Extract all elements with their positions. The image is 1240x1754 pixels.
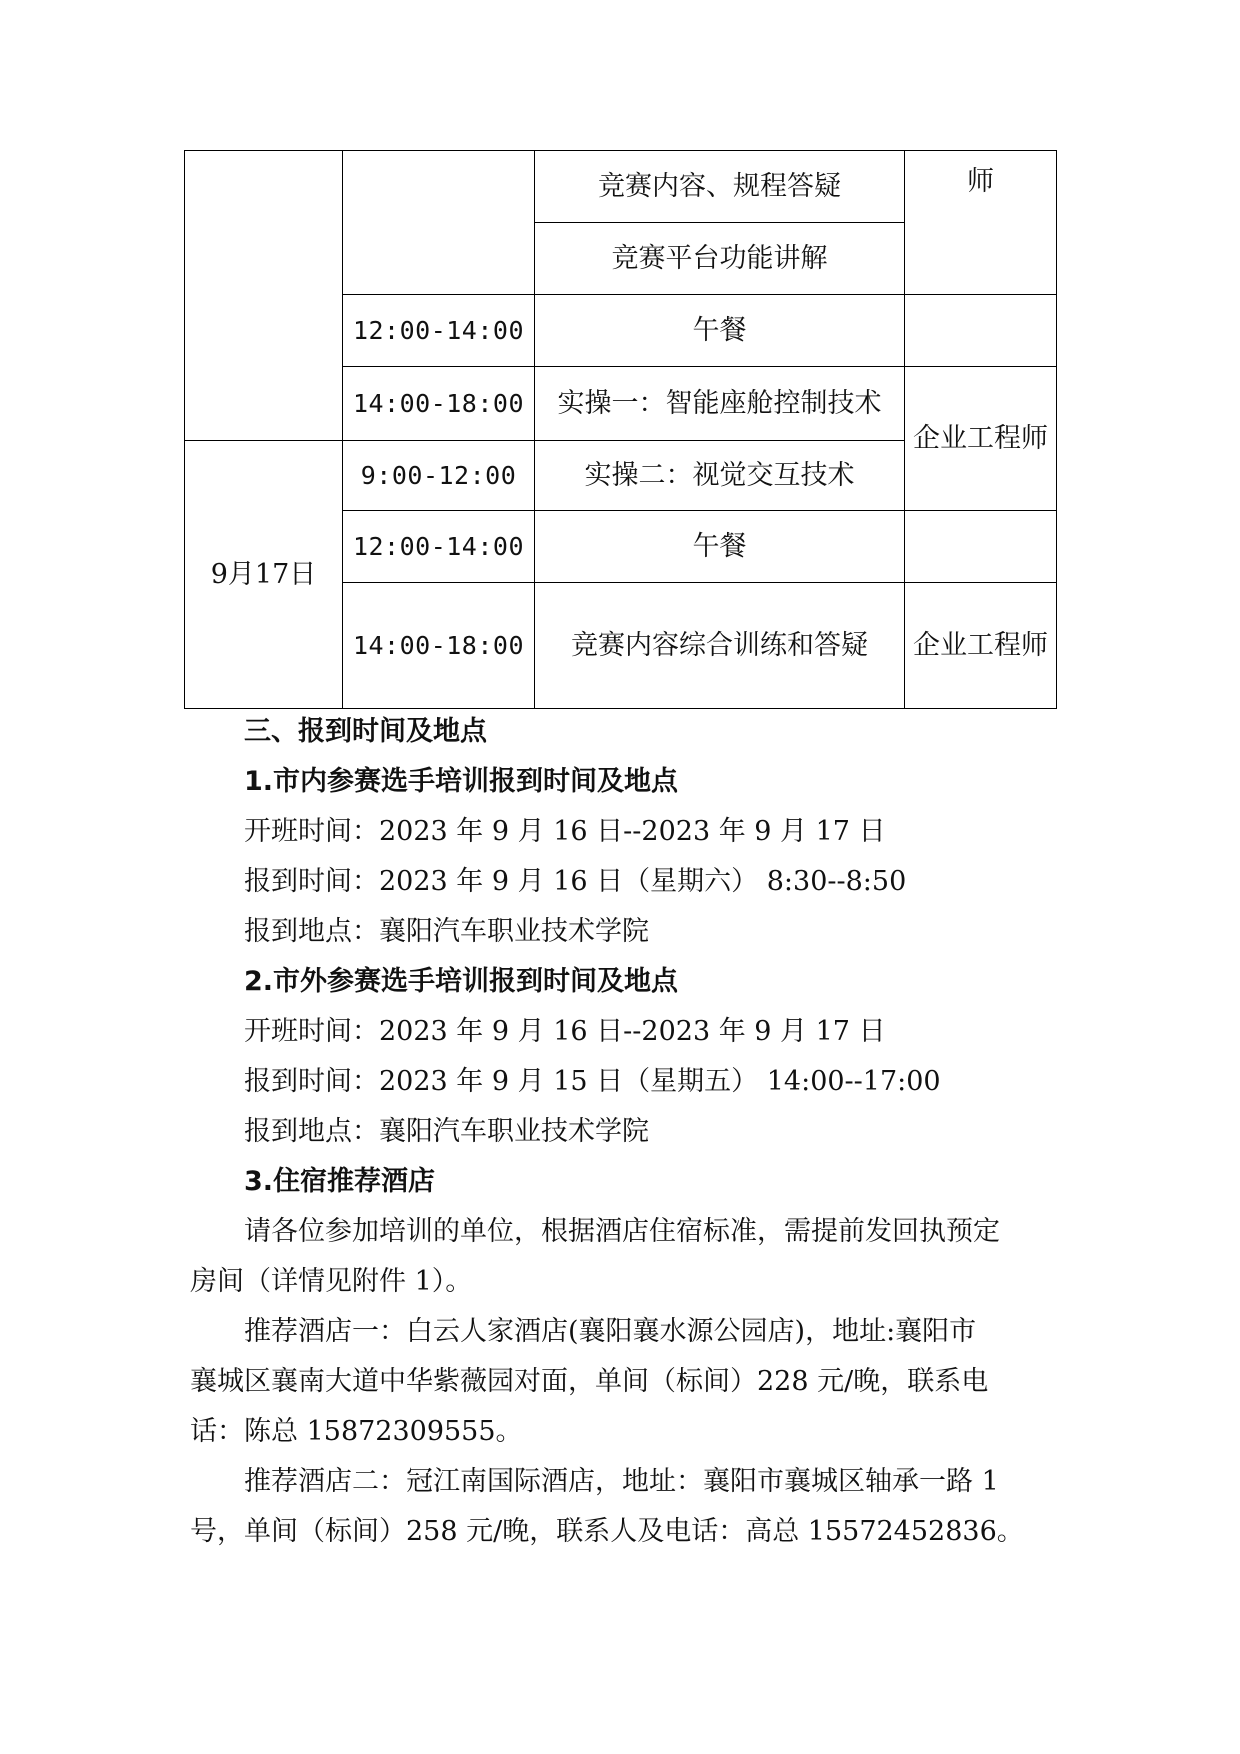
subsection-heading: 2.市外参赛选手培训报到时间及地点	[244, 966, 679, 997]
content-cell: 午餐	[535, 295, 905, 367]
content-cell: 竞赛平台功能讲解	[535, 223, 905, 295]
content-cell: 实操二：视觉交互技术	[535, 441, 905, 511]
hotel-1-line: 襄城区襄南大道中华紫薇园对面，单间（标间）228 元/晚，联系电	[190, 1366, 989, 1397]
checkin-time: 报到时间：2023 年 9 月 15 日（星期五） 14:00--17:00	[244, 1066, 941, 1097]
time-cell: 9:00-12:00	[343, 441, 535, 511]
content-cell: 竞赛内容、规程答疑	[535, 151, 905, 223]
content-cell: 竞赛内容综合训练和答疑	[535, 583, 905, 709]
date-cell: 9月17日	[185, 441, 343, 709]
subsection-heading: 1.市内参赛选手培训报到时间及地点	[244, 766, 679, 797]
content-cell: 实操一：智能座舱控制技术	[535, 367, 905, 441]
training-schedule-table	[184, 150, 1057, 709]
hotel-1-line: 推荐酒店一：白云人家酒店(襄阳襄水源公园店)，地址:襄阳市	[244, 1316, 977, 1347]
instructor-cell: 企业工程师	[905, 367, 1057, 511]
time-cell: 14:00-18:00	[343, 367, 535, 441]
hotel-2-line: 号，单间（标间）258 元/晚，联系人及电话：高总 15572452836。	[190, 1516, 1024, 1547]
time-cell: 14:00-18:00	[343, 583, 535, 709]
subsection-heading: 3.住宿推荐酒店	[244, 1166, 436, 1197]
date-cell-continued	[185, 151, 343, 441]
table-row	[185, 151, 1057, 223]
time-cell	[343, 151, 535, 295]
training-period: 开班时间：2023 年 9 月 16 日--2023 年 9 月 17 日	[244, 1016, 886, 1047]
instructor-cell	[905, 511, 1057, 583]
paragraph-line: 房间（详情见附件 1）。	[190, 1266, 473, 1297]
time-cell: 12:00-14:00	[343, 295, 535, 367]
training-period: 开班时间：2023 年 9 月 16 日--2023 年 9 月 17 日	[244, 816, 886, 847]
time-cell: 12:00-14:00	[343, 511, 535, 583]
instructor-cell: 师	[905, 151, 1057, 295]
content-cell: 午餐	[535, 511, 905, 583]
checkin-time: 报到时间：2023 年 9 月 16 日（星期六） 8:30--8:50	[244, 866, 907, 897]
hotel-1-line: 话：陈总 15872309555。	[190, 1416, 523, 1447]
instructor-cell	[905, 295, 1057, 367]
instructor-cell: 企业工程师	[905, 583, 1057, 709]
checkin-place: 报到地点：襄阳汽车职业技术学院	[244, 1116, 649, 1147]
hotel-2-line: 推荐酒店二：冠江南国际酒店，地址：襄阳市襄城区轴承一路 1	[244, 1466, 999, 1497]
checkin-place: 报到地点：襄阳汽车职业技术学院	[244, 916, 649, 947]
paragraph-line: 请各位参加培训的单位，根据酒店住宿标准，需提前发回执预定	[244, 1216, 1000, 1247]
section-heading: 三、报到时间及地点	[244, 716, 487, 747]
